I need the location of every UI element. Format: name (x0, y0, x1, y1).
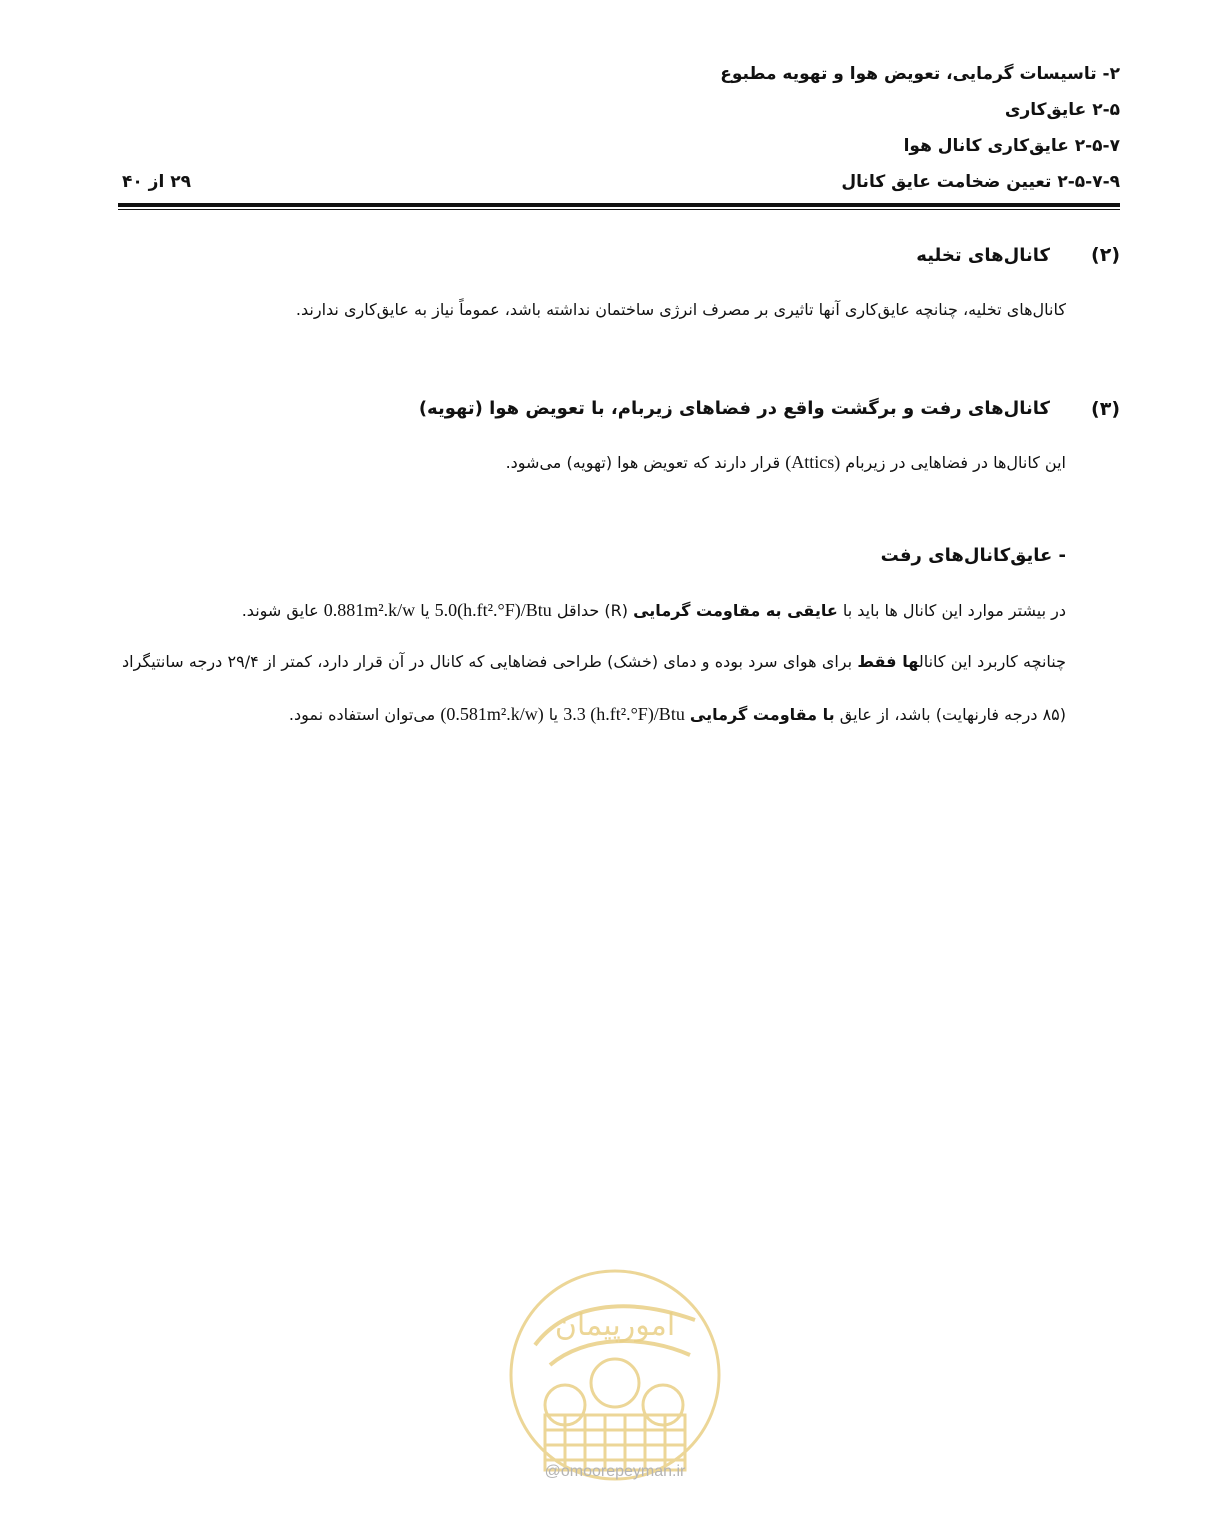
section-3-body-latin: (Attics) (785, 452, 841, 472)
p1-text: در بیشتر موارد این کانال ها باید با (837, 601, 1066, 620)
p1-text: یا (415, 601, 435, 620)
watermark-site: @omoorepeyman.ir (544, 1463, 686, 1480)
section-3-body-part: این کانال‌ها در فضاهایی در زیربام (840, 453, 1066, 472)
section-2-body: کانال‌های تخلیه، چنانچه عایق‌کاری آنها تاثیری بر مصرف انرژی ساختمان نداشته باشد، عموماً نیاز به عایق‌کاری ندارند. (295, 300, 1066, 319)
p1-value-imperial: 5.0(h.ft².°F)/Btu (434, 600, 552, 620)
section-3-body (506, 452, 1066, 473)
header-rule-thick (118, 203, 1120, 207)
supply-paragraph-2 (122, 636, 1066, 741)
p1-text: عایق شوند. (241, 601, 324, 620)
p2-bold: ها فقط (857, 652, 919, 671)
p2-text: برای هوای سرد بوده و دمای (خشک) طراحی فضاهایی که کانال در آن قرار دارد، کمتر از ۲۹/۴ درجه سانتیگراد (۸۵ درجه فارنهایت) باشد، از عایق (122, 652, 1066, 724)
page-count: ۲۹ از ۴۰ (122, 172, 191, 192)
header-chapter: ۲- تاسیسات گرمایی، تعویض هوا و تهویه مطبوع (720, 64, 1120, 84)
section-2-number: (۲) (1091, 244, 1120, 266)
p2-text: می‌توان استفاده نمود. (288, 705, 441, 724)
section-2-title: کانال‌های تخلیه (916, 245, 1050, 266)
supply-title: - عایق‌کانال‌های رفت (880, 545, 1066, 566)
p2-value-imperial: 3.3 (h.ft².°F)/Btu (563, 704, 685, 724)
header-rule-thin (118, 209, 1120, 210)
p2-text: چنانچه کاربرد این کانال (918, 652, 1067, 671)
p1-text: (R) حداقل (551, 601, 634, 620)
supply-paragraph-1 (122, 584, 1066, 637)
section-3-body-part: قرار دارند که تعویض هوا (تهویه) می‌شود. (505, 453, 786, 472)
section-3-title: کانال‌های رفت و برگشت واقع در فضاهای زیربام، با تعویض هوا (تهویه) (418, 398, 1050, 419)
header-subsection: ۲-۵-۷ عایق‌کاری کانال هوا (903, 136, 1120, 156)
watermark-logo-icon (505, 1265, 725, 1485)
p2-value-si: (0.581m².k/w) (440, 704, 544, 724)
p1-value-si: 0.881m².k/w (323, 600, 416, 620)
p2-bold: با مقاومت گرمایی (689, 705, 835, 724)
section-3-number: (۳) (1091, 398, 1120, 420)
header-topic: ۲-۵-۷-۹ تعیین ضخامت عایق کانال (841, 172, 1120, 192)
p2-text: یا (543, 705, 564, 724)
watermark-logo-lettering: امورپیمان (554, 1308, 676, 1343)
header-section: ۲-۵ عایق‌کاری (1004, 100, 1120, 120)
p1-bold: عایقی به مقاومت گرمایی (633, 601, 838, 620)
